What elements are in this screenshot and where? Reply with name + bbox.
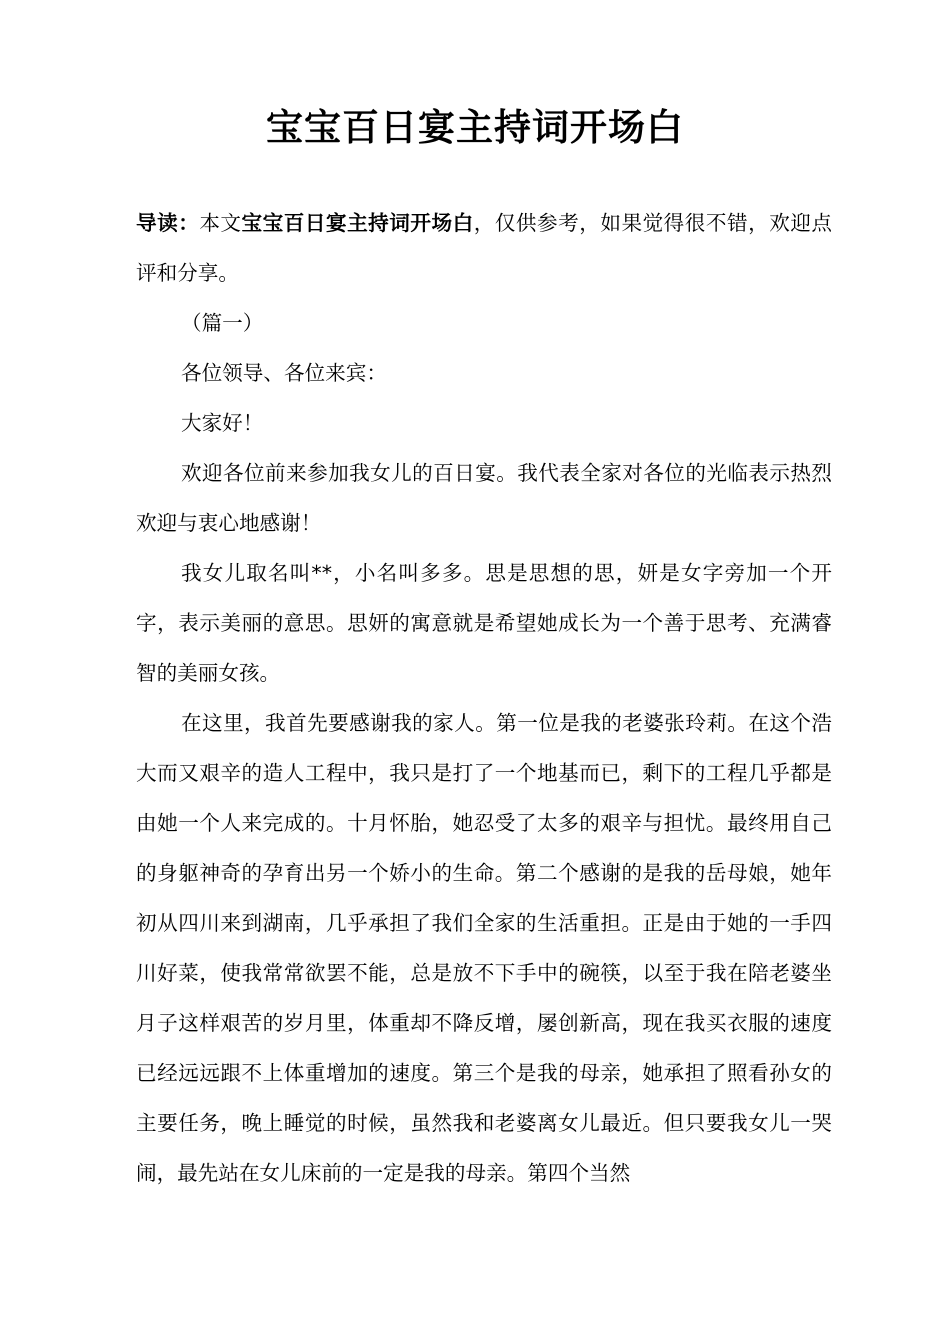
intro-pre: 本文 [199,211,242,235]
document-body [136,198,832,1198]
intro-paragraph [136,198,832,298]
intro-bold-title: 宝宝百日宴主持词开场白 [241,211,474,235]
greeting: 大家好！ [181,411,264,435]
section-heading: （篇一） [181,311,264,335]
body-paragraph: 在这里，我首先要感谢我的家人。第一位是我的老婆张玲莉。在这个浩大而又艰辛的造人工程中，我只是打了一个地基而已，剩下的工程几乎都是由她一个人来完成的。十月怀胎，她忍受了太多的艰辛与担忧。最终用自己的身躯神奇的孕育出另一个娇小的生命。第二个感谢的是我的岳母娘，她年初从四川来到湖南，几乎承担了我们全家的生活重担。正是由于她的一手四川好菜，使我常常欲罢不能，总是放不下手中的碗筷，以至于我在陪老婆坐月子这样艰苦的岁月里，体重却不降反增，屡创新高，现在我买衣服的速度已经远远跟不上体重增加的速度。第三个是我的母亲，她承担了照看孙女的主要任务，晚上睡觉的时候，虽然我和老婆离女儿最近。但只要我女儿一哭闹，最先站在女儿床前的一定是我的母亲。第四个当然 [136,711,832,1185]
salutation: 各位领导、各位来宾： [181,361,387,385]
body-paragraph: 欢迎各位前来参加我女儿的百日宴。我代表全家对各位的光临表示热烈欢迎与衷心地感谢！ [136,461,832,535]
document-title: 宝宝百日宴主持词开场白 [266,106,684,149]
body-paragraph: 我女儿取名叫**，小名叫多多。思是思想的思，妍是女字旁加一个开字，表示美丽的意思。思妍的寓意就是希望她成长为一个善于思考、充满睿智的美丽女孩。 [136,561,832,685]
intro-post: ，仅供参考，如果觉得很不错，欢迎点评和分享。 [136,211,833,285]
intro-label: 导读： [136,211,200,235]
